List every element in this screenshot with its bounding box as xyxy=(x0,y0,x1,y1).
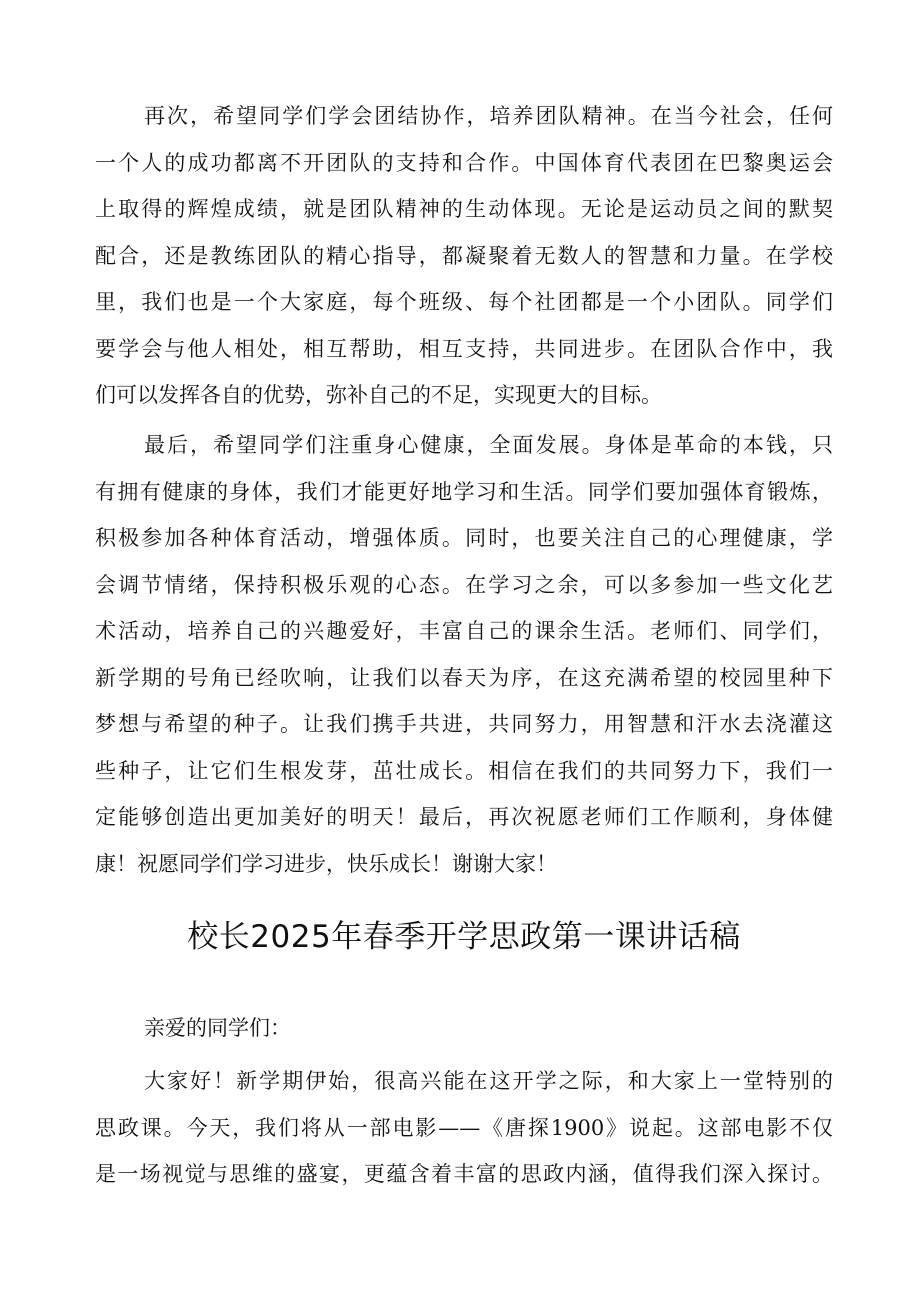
paragraph-line: 定能够创造出更加美好的明天！最后，再次祝愿老师们工作顺利，身体健 xyxy=(95,805,833,829)
paragraph-line: 再次，希望同学们学会团结协作，培养团队精神。在当今社会，任何 xyxy=(144,104,833,128)
paragraph-health xyxy=(95,422,833,887)
paragraph-line: 配合，还是教练团队的精心指导，都凝聚着无数人的智慧和力量。在学校 xyxy=(95,243,833,268)
paragraph-line: 梦想与希望的种子。让我们携手共进，共同努力，用智慧和汗水去浇灌这 xyxy=(95,712,833,736)
speech-title: 校长2025年春季开学思政第一课讲话稿 xyxy=(187,919,741,955)
paragraph-line: 是一场视觉与思维的盛宴，更蕴含着丰富的思政内涵，值得我们深入探讨。 xyxy=(95,1162,833,1186)
paragraph-line: 康！祝愿同学们学习进步，快乐成长！谢谢大家！ xyxy=(95,851,557,876)
paragraph-line: 里，我们也是一个大家庭，每个班级、每个社团都是一个小团队。同学们 xyxy=(95,290,833,314)
paragraph-line: 新学期的号角已经吹响，让我们以春天为序，在这充满希望的校园里种下 xyxy=(95,665,833,690)
salutation: 亲爱的同学们： xyxy=(144,1016,291,1040)
paragraph-line: 些种子，让它们生根发芽，茁壮成长。相信在我们的共同努力下，我们一 xyxy=(95,758,833,783)
paragraph-line: 要学会与他人相处，相互帮助，相互支持，共同进步。在团队合作中，我 xyxy=(95,336,833,361)
paragraph-line: 思政课。今天，我们将从一部电影——《唐探1900》说起。这部电影不仅 xyxy=(95,1115,833,1140)
paragraph-line: 积极参加各种体育活动，增强体质。同时，也要关注自己的心理健康，学 xyxy=(95,526,833,550)
paragraph-opening xyxy=(95,1058,833,1198)
paragraph-line: 最后，希望同学们注重身心健康，全面发展。身体是革命的本钱，只 xyxy=(144,433,833,457)
paragraph-line: 们可以发挥各自的优势，弥补自己的不足，实现更大的目标。 xyxy=(95,383,662,407)
paragraph-line: 大家好！新学期伊始，很高兴能在这开学之际，和大家上一堂特别的 xyxy=(144,1069,833,1093)
paragraph-line: 有拥有健康的身体，我们才能更好地学习和生活。同学们要加强体育锻炼， xyxy=(95,479,833,504)
paragraph-line: 会调节情绪，保持积极乐观的心态。在学习之余，可以多参加一些文化艺 xyxy=(95,572,833,597)
paragraph-teamwork xyxy=(95,93,833,419)
paragraph-line: 术活动，培养自己的兴趣爱好，丰富自己的课余生活。老师们、同学们， xyxy=(95,619,833,643)
paragraph-line: 一个人的成功都离不开团队的支持和合作。中国体育代表团在巴黎奥运会 xyxy=(95,150,833,175)
paragraph-line: 上取得的辉煌成绩，就是团队精神的生动体现。无论是运动员之间的默契 xyxy=(95,197,833,221)
